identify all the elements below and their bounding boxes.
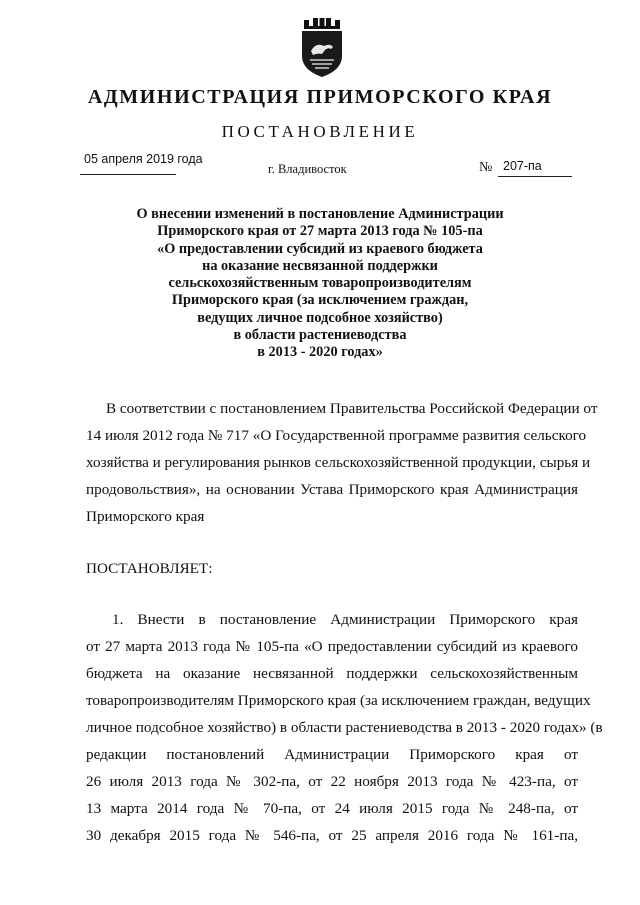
paragraph-line: личное подсобное хозяйство) в области растениеводства в 2013 - 2020 годах» (в bbox=[86, 719, 603, 736]
paragraph-line: 30 декабря 2015 года № 546-па, от 25 апреля 2016 года № 161-па, bbox=[86, 827, 578, 844]
subject-line: «О предоставлении субсидий из краевого бюджета bbox=[157, 240, 483, 257]
document-city: г. Владивосток bbox=[268, 162, 347, 176]
paragraph-line: 26 июля 2013 года № 302-па, от 22 ноября 2013 года № 423-па, от bbox=[86, 773, 578, 790]
paragraph-line: Приморского края bbox=[86, 508, 205, 525]
paragraph-line: бюджета на оказание несвязанной поддержки сельскохозяйственным bbox=[86, 665, 578, 682]
subject-line: Приморского края (за исключением граждан, bbox=[171, 292, 469, 309]
subject-line: на оказание несвязанной поддержки bbox=[202, 257, 438, 274]
paragraph-line: 1. Внести в постановление Администрации Приморского края bbox=[112, 611, 578, 628]
paragraph-line: продовольствия», на основании Устава Приморского края Администрация bbox=[86, 481, 578, 498]
paragraph-line: 13 марта 2014 года № 70-па, от 24 июля 2015 года № 248-па, от bbox=[86, 800, 578, 817]
date-underline bbox=[80, 174, 176, 175]
organization-title: АДМИНИСТРАЦИЯ ПРИМОРСКОГО КРАЯ bbox=[87, 86, 553, 108]
paragraph-line: товаропроизводителям Приморского края (за исключением граждан, ведущих bbox=[86, 692, 591, 709]
paragraph-line: редакции постановлений Администрации Приморского края от bbox=[86, 746, 578, 763]
clause-1-paragraph bbox=[86, 606, 603, 849]
coat-of-arms-icon bbox=[298, 18, 346, 78]
preamble-paragraph bbox=[86, 395, 598, 530]
decree-heading: ПОСТАНОВЛЯЕТ: bbox=[86, 560, 213, 577]
subject-line: в 2013 - 2020 годах» bbox=[257, 344, 383, 361]
document-type: ПОСТАНОВЛЕНИЕ bbox=[221, 122, 419, 141]
subject-line: ведущих личное подсобное хозяйство) bbox=[197, 309, 443, 326]
paragraph-line: В соответствии с постановлением Правительства Российской Федерации от bbox=[106, 400, 598, 417]
paragraph-line: хозяйства и регулирования рынков сельскохозяйственной продукции, сырья и bbox=[86, 454, 591, 471]
number-underline bbox=[498, 176, 572, 177]
subject-line: в области растениеводства bbox=[233, 327, 407, 344]
document-subject bbox=[110, 206, 530, 362]
document-number: 207-па bbox=[503, 159, 542, 173]
document-date: 05 апреля 2019 года bbox=[84, 152, 203, 166]
paragraph-line: 14 июля 2012 года № 717 «О Государственной программе развития сельского bbox=[86, 427, 587, 444]
paragraph-line: от 27 марта 2013 года № 105-па «О предоставлении субсидий из краевого bbox=[86, 638, 578, 655]
subject-line: О внесении изменений в постановление Администрации bbox=[136, 206, 504, 222]
subject-line: Приморского края от 27 марта 2013 года № 105-па bbox=[157, 223, 483, 240]
number-sign: № bbox=[479, 160, 493, 175]
subject-line: сельскохозяйственным товаропроизводителям bbox=[168, 275, 472, 292]
